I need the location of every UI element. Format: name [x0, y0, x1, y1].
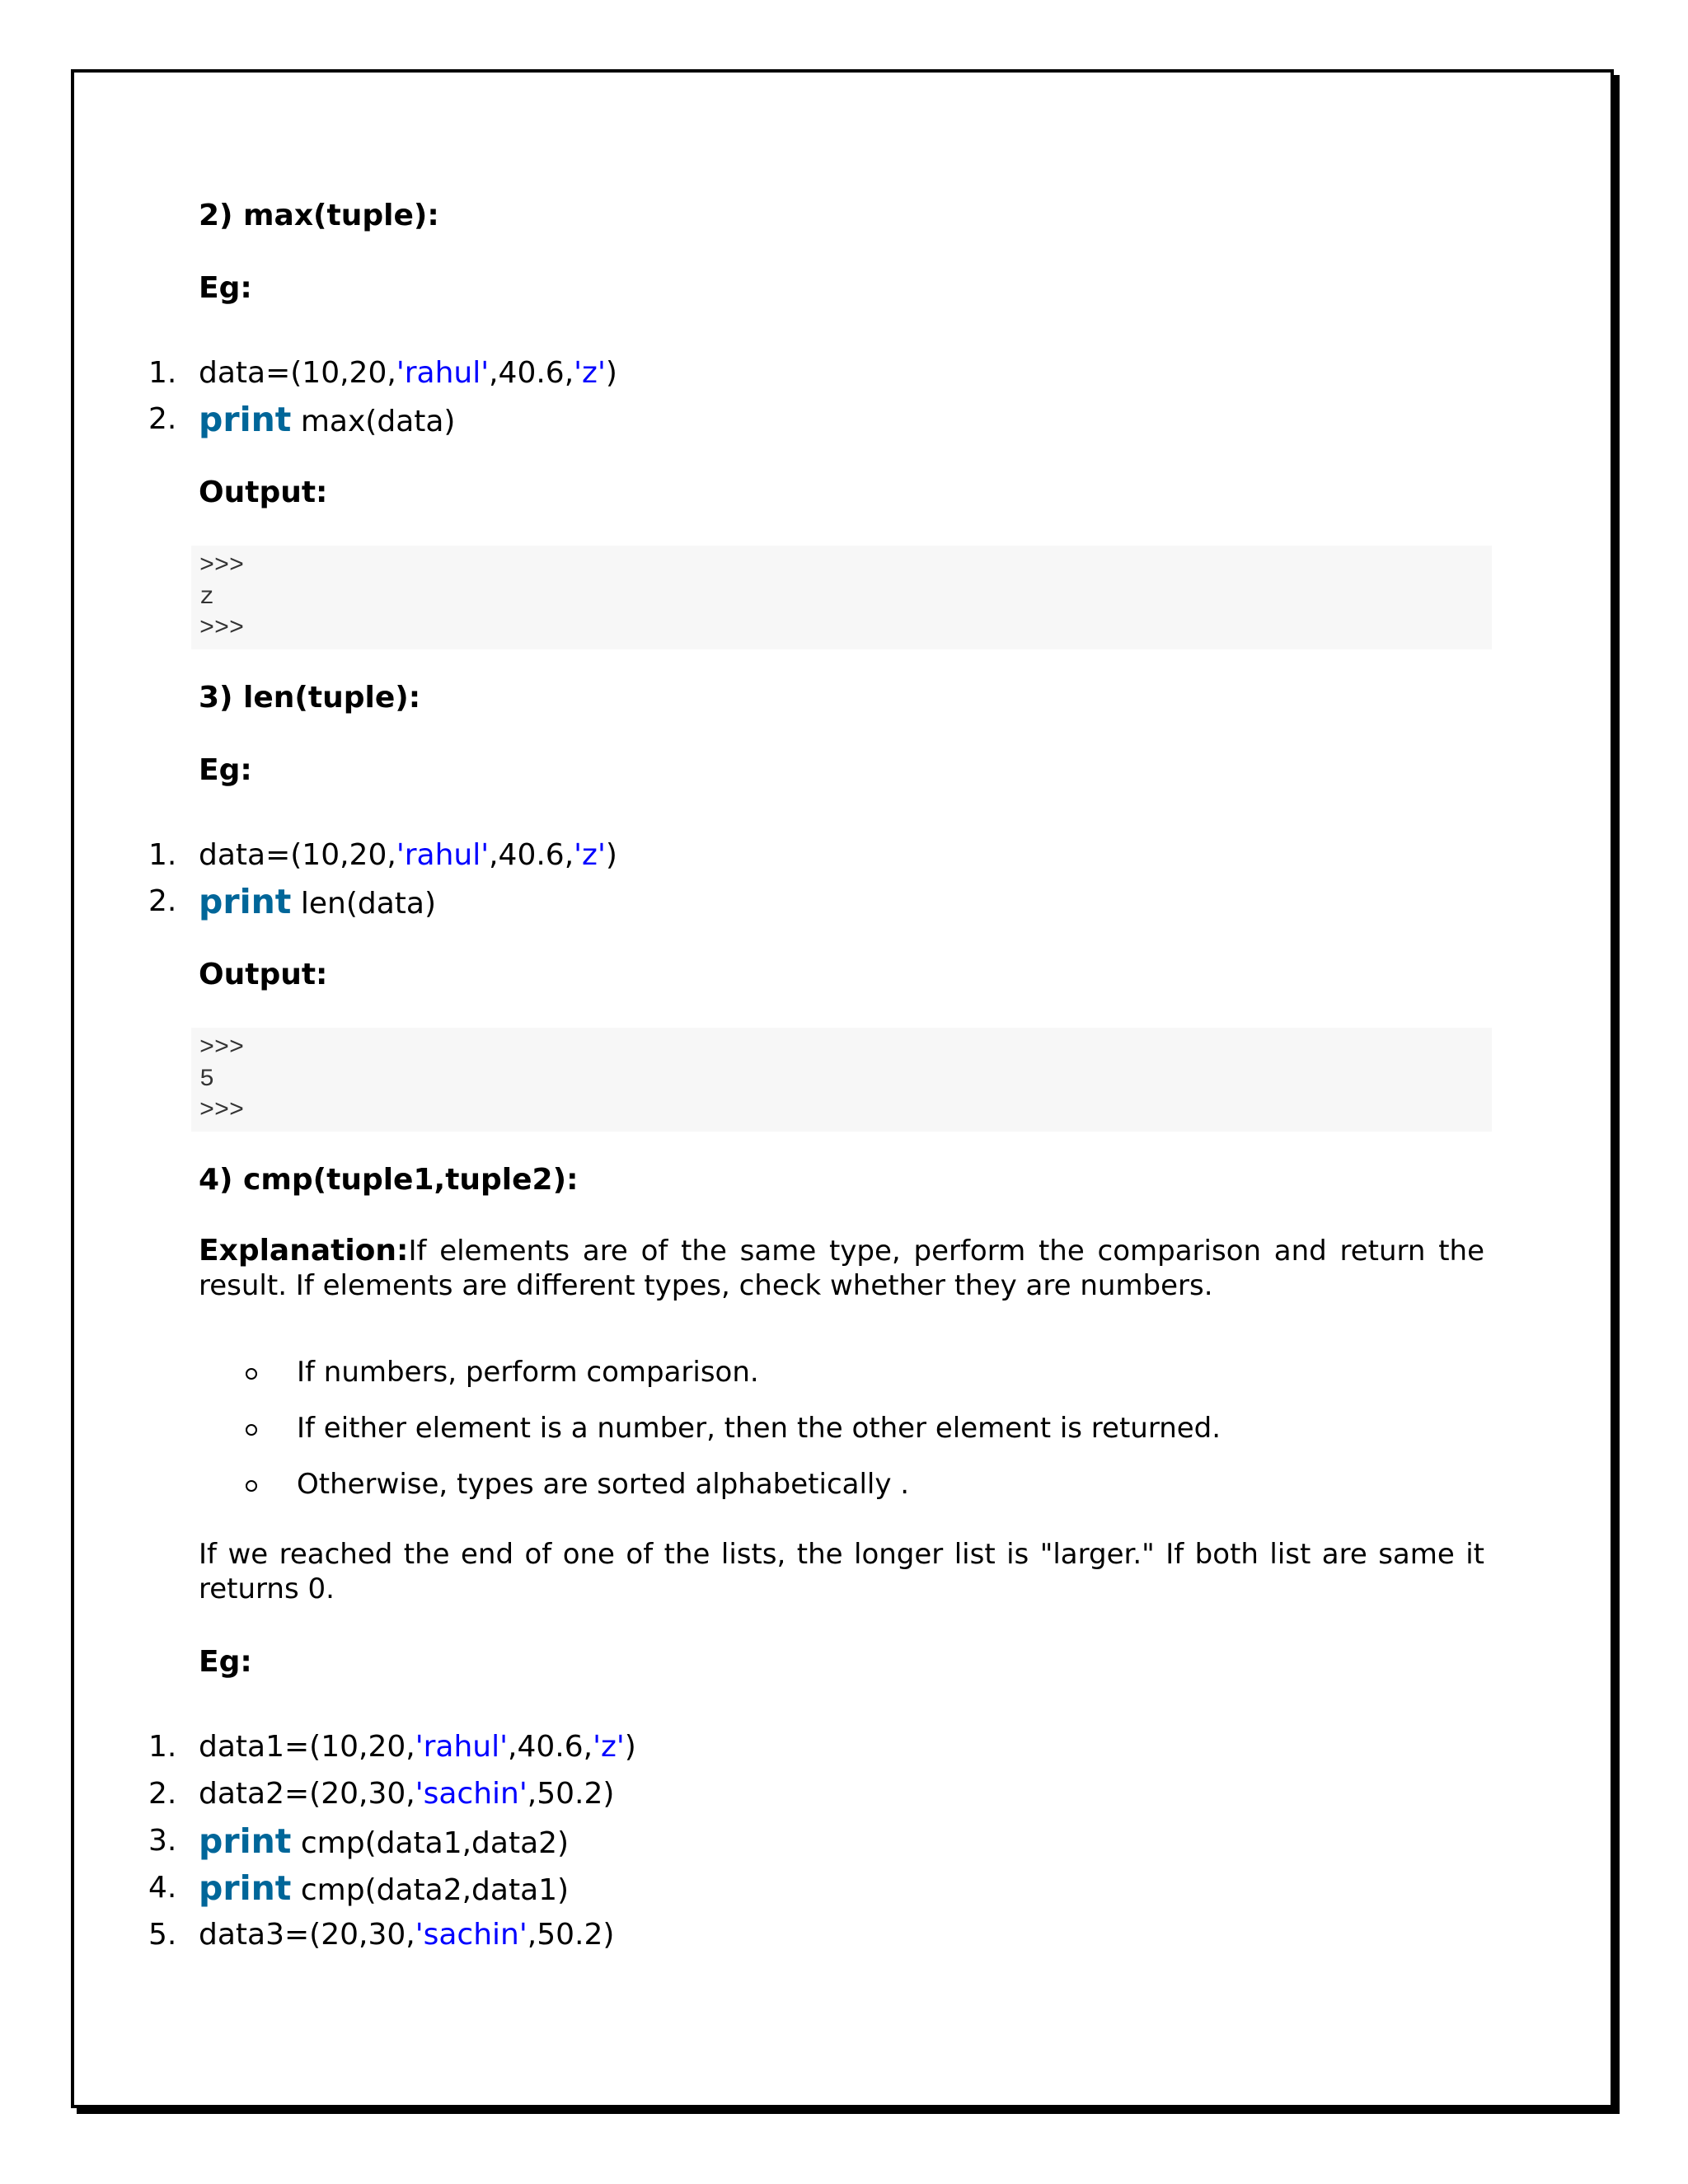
code-line [0, 396, 824, 443]
code-token: data=(10,20, [199, 356, 396, 390]
output-line: z [199, 583, 215, 612]
code-line [0, 1818, 824, 1864]
line-number: 1. [148, 1730, 177, 1764]
code-token: cmp(data2,data1) [291, 1873, 570, 1907]
code-token: ) [605, 356, 617, 390]
explanation-label: Explanation: [199, 1234, 409, 1268]
code-keyword: print [199, 1868, 292, 1908]
code-line [0, 832, 824, 879]
section-title-max: 2) max(tuple): [199, 199, 439, 232]
code-text [199, 396, 455, 445]
code-string: 'rahul' [396, 356, 490, 390]
section-title-len: 3) len(tuple): [199, 681, 421, 715]
code-line [0, 1912, 824, 1958]
bullet-item: Otherwise, types are sorted alphabetically . [0, 1465, 1648, 1503]
line-number: 2. [148, 884, 177, 918]
code-token: data2=(20,30, [199, 1777, 415, 1811]
output-line: 5 [199, 1066, 215, 1094]
code-keyword: print [199, 1821, 292, 1861]
bullet-item: If numbers, perform comparison. [0, 1353, 1648, 1391]
bullet-item: If either element is a number, then the other element is returned. [0, 1409, 1648, 1447]
code-token: cmp(data1,data2) [291, 1826, 570, 1860]
code-string: 'z' [574, 356, 606, 390]
code-token: ) [605, 838, 617, 872]
code-token: ,50.2) [527, 1777, 615, 1811]
circle-bullet-icon [246, 1480, 257, 1492]
code-text [199, 879, 436, 927]
output-line: >>> [199, 1034, 245, 1062]
code-token: ,40.6, [489, 356, 574, 390]
code-string: 'sachin' [415, 1918, 528, 1952]
code-text [199, 1912, 614, 1958]
line-number: 1. [148, 356, 177, 390]
section-title-cmp: 4) cmp(tuple1,tuple2): [199, 1163, 579, 1197]
explanation-paragraph [199, 1234, 1484, 1303]
code-line [0, 879, 824, 925]
output-box-max [191, 546, 1492, 649]
code-string: 'z' [574, 838, 606, 872]
line-number: 4. [148, 1871, 177, 1905]
output-line: >>> [199, 615, 245, 643]
circle-bullet-icon [246, 1368, 257, 1380]
line-number: 3. [148, 1824, 177, 1858]
code-string: 'rahul' [415, 1730, 509, 1764]
code-keyword: print [199, 882, 292, 921]
code-token: ,40.6, [508, 1730, 593, 1764]
code-token: max(data) [291, 405, 456, 438]
output-label-len: Output: [199, 958, 328, 991]
eg-label-max: Eg: [199, 271, 252, 305]
code-text [199, 1865, 569, 1914]
code-token: ,40.6, [489, 838, 574, 872]
code-string: 'rahul' [396, 838, 490, 872]
code-token: data=(10,20, [199, 838, 396, 872]
code-text [199, 1771, 614, 1817]
output-line: >>> [199, 1097, 245, 1125]
line-number: 1. [148, 838, 177, 872]
code-token: ,50.2) [527, 1918, 615, 1952]
code-text [199, 1818, 569, 1867]
cmp-return-paragraph: If we reached the end of one of the lists, the longer list is "larger." If both list are same it returns 0. [199, 1538, 1484, 1605]
code-line [0, 350, 824, 396]
output-box-len [191, 1028, 1492, 1132]
code-string: 'sachin' [415, 1777, 528, 1811]
code-line [0, 1724, 824, 1770]
line-number: 2. [148, 1777, 177, 1811]
code-text [199, 832, 617, 879]
code-line [0, 1771, 824, 1817]
output-line: >>> [199, 552, 245, 580]
explanation-text: If elements are of the same type, perform the comparison and return the result. If elements are different types, check whether they are numbers. [199, 1235, 1484, 1302]
code-keyword: print [199, 400, 292, 439]
code-text [199, 350, 617, 396]
code-token: ) [624, 1730, 636, 1764]
eg-label-cmp: Eg: [199, 1645, 252, 1679]
code-string: 'z' [593, 1730, 625, 1764]
circle-bullet-icon [246, 1424, 257, 1436]
eg-label-len: Eg: [199, 753, 252, 787]
code-line [0, 1865, 824, 1911]
code-token: len(data) [291, 887, 437, 921]
code-token: data1=(10,20, [199, 1730, 415, 1764]
code-token: data3=(20,30, [199, 1918, 415, 1952]
output-label-max: Output: [199, 476, 328, 509]
line-number: 2. [148, 402, 177, 436]
line-number: 5. [148, 1918, 177, 1952]
code-text [199, 1724, 636, 1770]
